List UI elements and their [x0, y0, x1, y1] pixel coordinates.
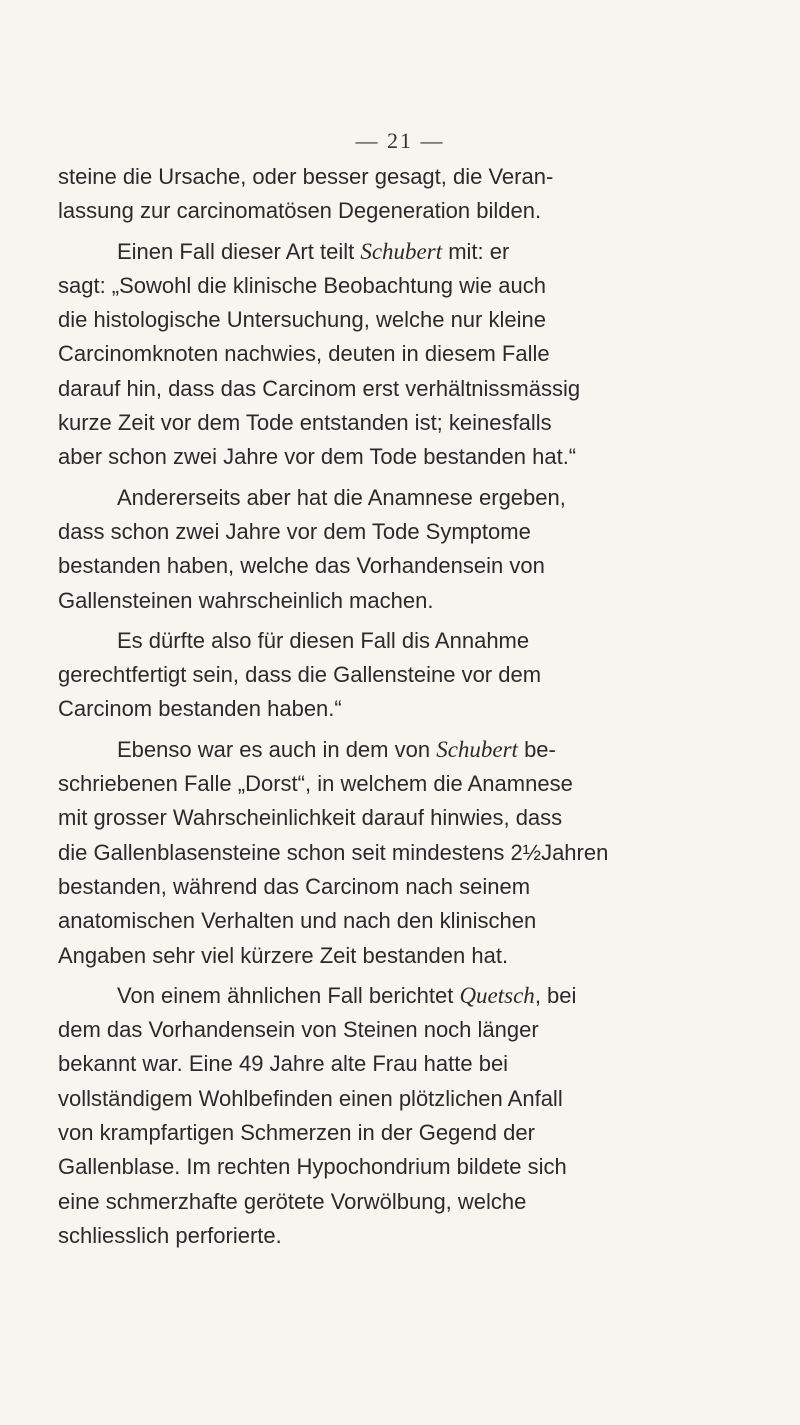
text-segment: , bei	[534, 982, 577, 1008]
text-line: dem das Vorhandensein von Steinen noch länger	[58, 1017, 539, 1043]
paragraph	[58, 481, 748, 618]
paragraph	[58, 624, 748, 727]
text-line: Es dürfte also für diesen Fall dis Annahme	[117, 627, 530, 653]
text-line: bekannt war. Eine 49 Jahre alte Frau hatte bei	[58, 1051, 509, 1077]
text-line: schliesslich perforierte.	[58, 1222, 282, 1248]
text-line: schriebenen Falle „Dorst“, in welchem die Anamnese	[58, 771, 573, 797]
text-line: lassung zur carcinomatösen Degeneration bilden.	[58, 198, 542, 224]
paragraph	[58, 733, 748, 973]
text-line: anatomischen Verhalten und nach den klinischen	[58, 908, 537, 934]
text-line: gerechtfertigt sein, dass die Gallensteine vor dem	[58, 662, 542, 688]
text-line	[58, 733, 748, 767]
text-line: Gallenblase. Im rechten Hypochondrium bildete sich	[58, 1154, 567, 1180]
text-line: Angaben sehr viel kürzere Zeit bestanden hat.	[58, 942, 509, 968]
text-segment: Einen Fall dieser Art teilt	[117, 238, 361, 264]
author-name: Schubert	[360, 238, 443, 264]
text-line: dass schon zwei Jahre vor dem Tode Symptome	[58, 518, 531, 544]
text-line: Carcinomknoten nachwies, deuten in diesem Falle	[58, 341, 550, 367]
body-text	[58, 160, 748, 1253]
author-name: Schubert	[436, 736, 518, 762]
text-line: vollständigem Wohlbefinden einen plötzlichen Anfall	[58, 1085, 563, 1111]
text-segment: be-	[517, 736, 556, 762]
text-line	[58, 235, 748, 269]
text-line: eine schmerzhafte gerötete Vorwölbung, welche	[58, 1188, 527, 1214]
text-line: darauf hin, dass das Carcinom erst verhältnissmässig	[58, 375, 581, 401]
text-line: steine die Ursache, oder besser gesagt, die Veran-	[58, 164, 554, 189]
text-segment: Von einem ähnlichen Fall berichtet	[117, 982, 460, 1008]
text-line: bestanden, während das Carcinom nach seinem	[58, 873, 531, 899]
paragraph	[58, 160, 748, 229]
text-line: von krampfartigen Schmerzen in der Gegend der	[58, 1120, 535, 1146]
text-segment: mit: er	[442, 238, 510, 264]
paragraph	[58, 235, 748, 475]
text-line: Andererseits aber hat die Anamnese ergeben,	[117, 484, 566, 510]
text-line: die Gallenblasensteine schon seit mindestens 2½Jahren	[58, 839, 609, 865]
text-line: mit grosser Wahrscheinlichkeit darauf hinwies, dass	[58, 805, 563, 831]
text-line: bestanden haben, welche das Vorhandensein von	[58, 553, 545, 579]
text-line: aber schon zwei Jahre vor dem Tode bestanden hat.“	[58, 444, 577, 470]
paragraph	[58, 979, 748, 1253]
text-segment: Ebenso war es auch in dem von	[117, 736, 437, 762]
text-line: Gallensteinen wahrscheinlich machen.	[58, 587, 434, 613]
text-line: kurze Zeit vor dem Tode entstanden ist; keinesfalls	[58, 410, 552, 436]
text-line	[58, 979, 748, 1013]
author-name: Quetsch	[459, 982, 535, 1008]
text-line: Carcinom bestanden haben.“	[58, 696, 342, 722]
text-line: die histologische Untersuchung, welche nur kleine	[58, 307, 546, 333]
text-line: sagt: „Sowohl die klinische Beobachtung wie auch	[58, 272, 546, 298]
page-number: — 21 —	[355, 128, 445, 153]
